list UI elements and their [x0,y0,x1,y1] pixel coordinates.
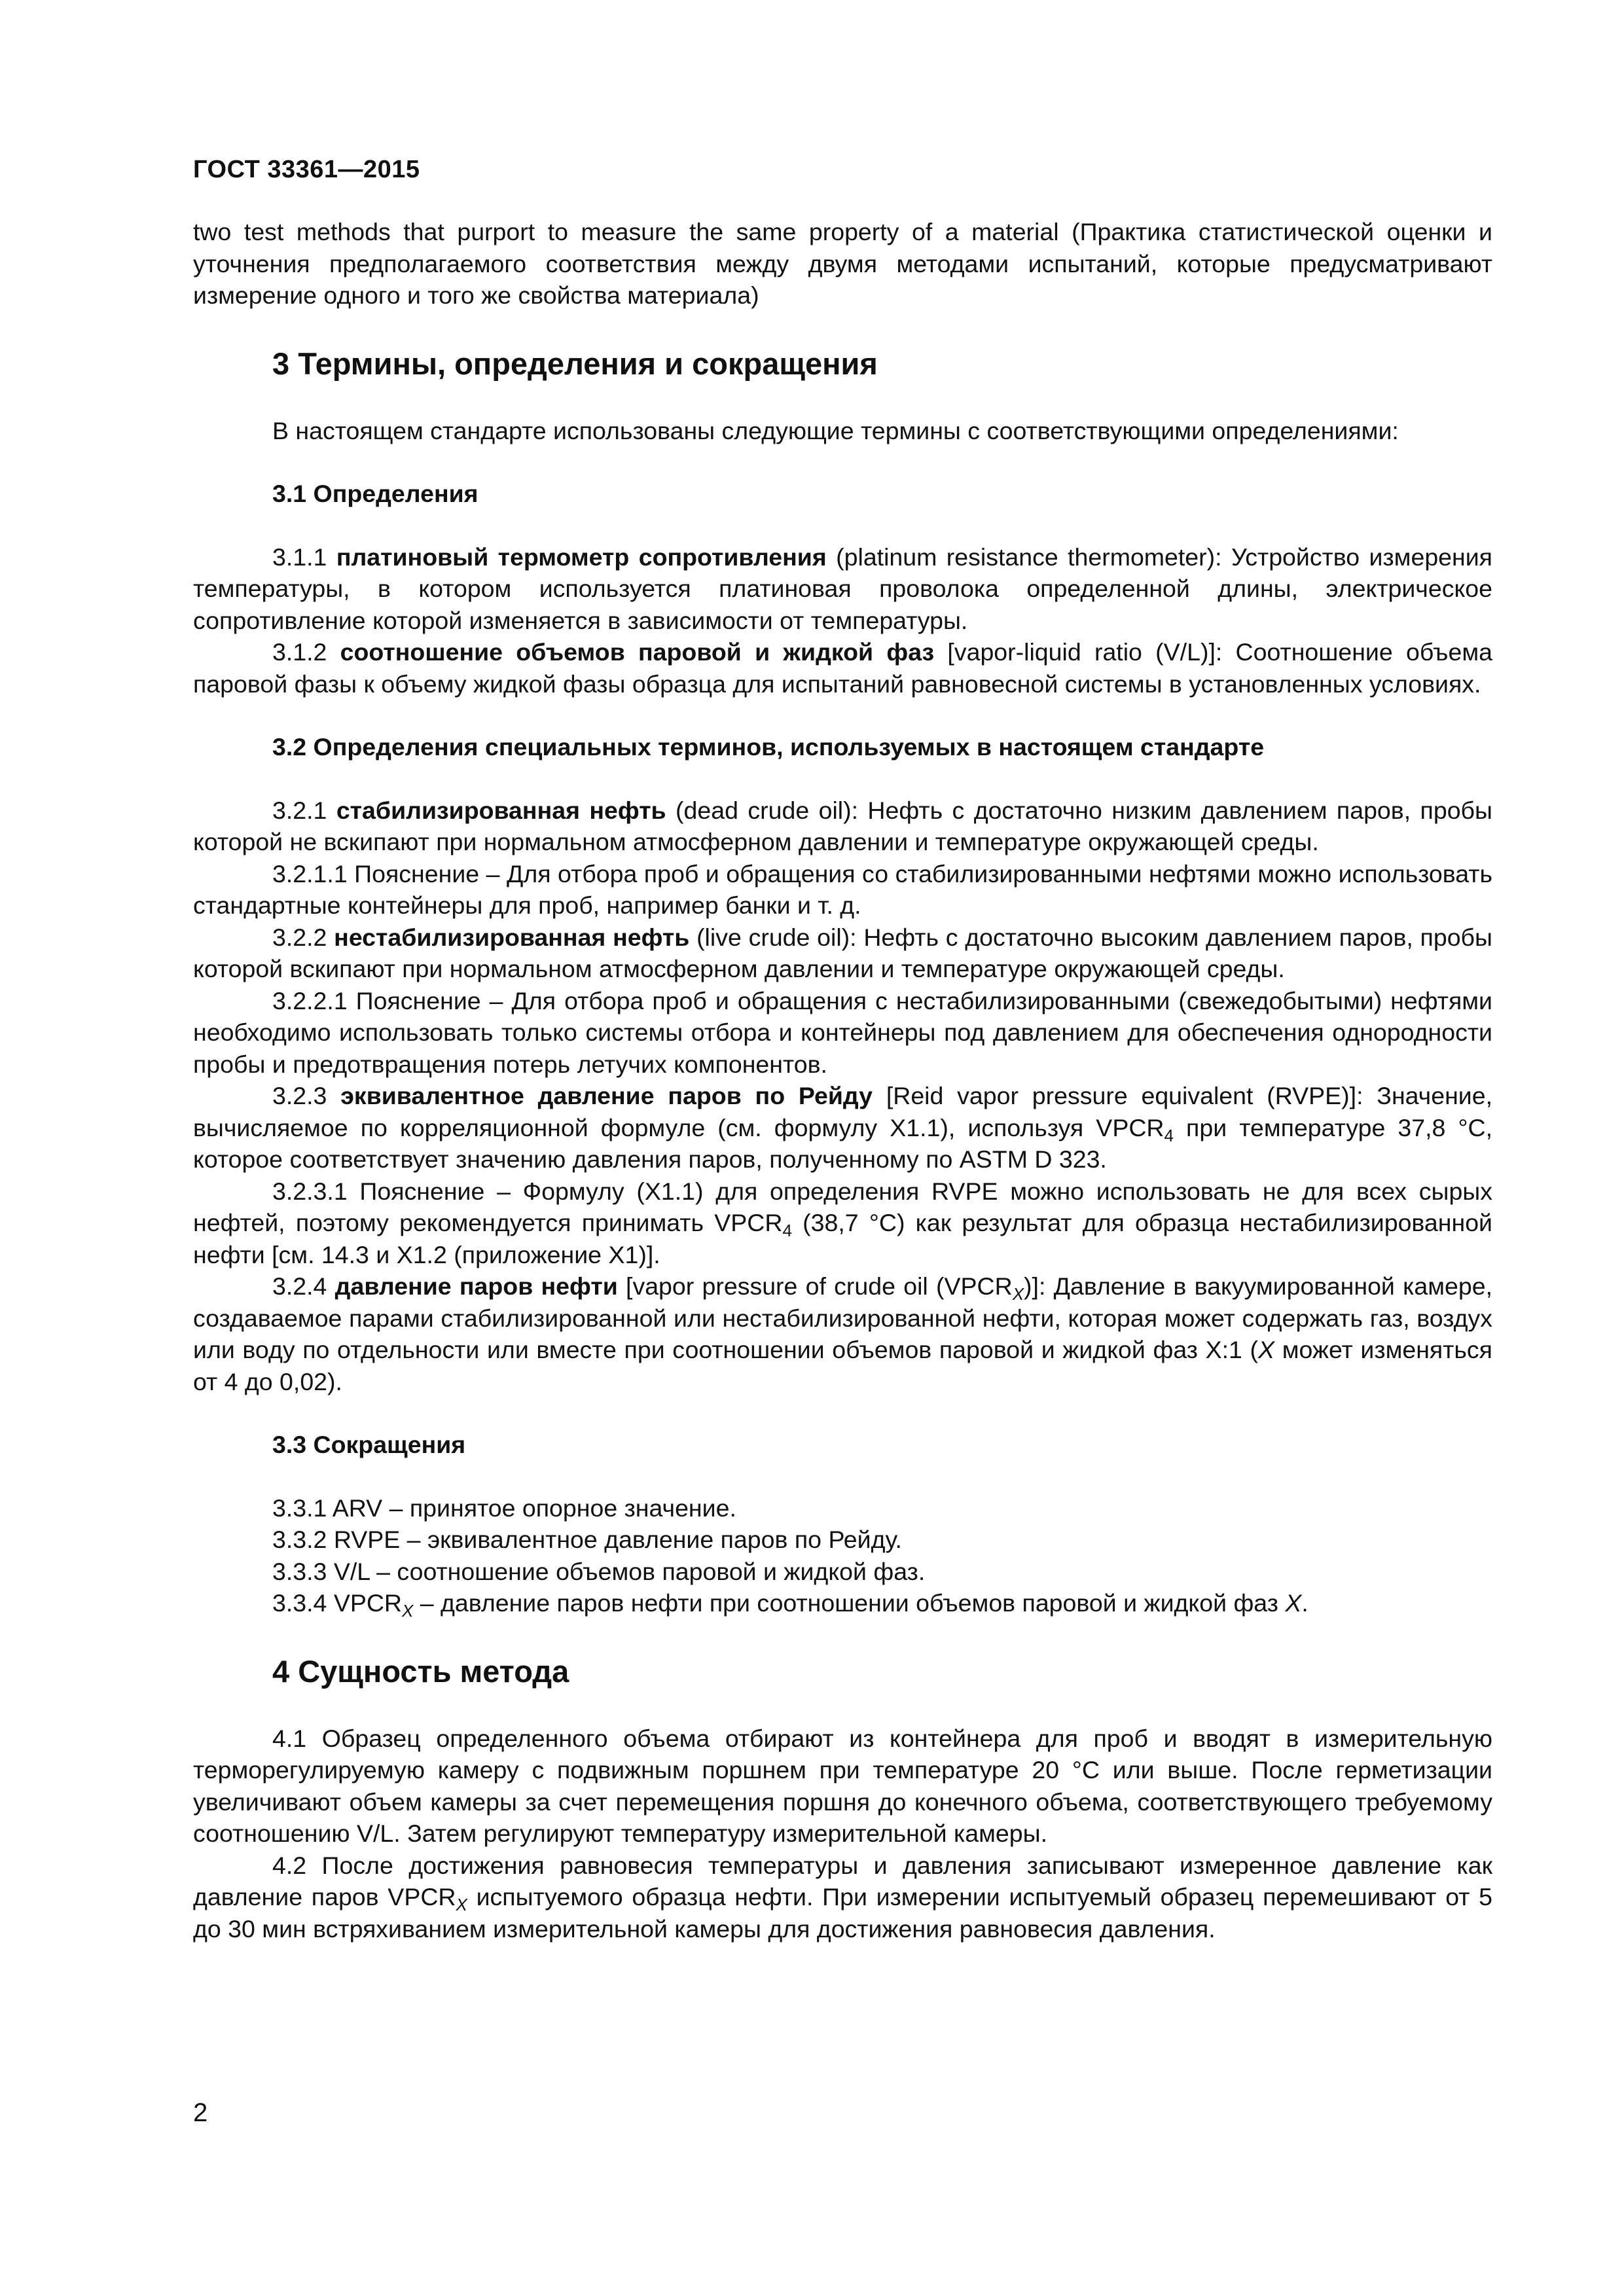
note-3-2-1-1: 3.2.1.1 Пояснение – Для отбора проб и обращения со стабилизированными нефтями можно использовать стандартные контейнеры для проб, например банки и т. д. [193,859,1492,919]
term-3-1-2-name: соотношение объемов паровой и жидкой фаз [340,638,935,666]
section-3-intro: В настоящем стандарте использованы следующие термины с соответствующими определениями: [272,416,1399,444]
page-number: 2 [193,2098,208,2127]
subsection-3-3-title: 3.3 Сокращения [272,1431,466,1458]
term-3-2-1: 3.2.1 стабилизированная нефть (dead crude oil): Нефть с достаточно низким давлением паров, пробы которой не вскипают при нормальном атмосферном давлении и температуре окружающей среды. [193,796,1492,855]
term-3-2-1-name: стабилизированная нефть [336,796,666,824]
note-3-2-3-1: 3.2.3.1 Пояснение – Формулу (X1.1) для определения RVPE можно использовать не для всех сырых нефтей, поэтому рекомендуется принимать $VPCR_4$ (38,7 °С) как результат для образца нестабилизированной нефти [см. 14.3 и X1.2 (приложение X1)]. [193,1177,1493,1268]
abbrev-3-3-4: 3.3.4 $VPCR_X$ – давление паров нефти при соотношении объемов паровой и жидкой фаз X. [272,1589,1308,1621]
document-body [193,216,1492,1945]
section-4-title: 4 Сущность метода [272,1653,569,1689]
term-3-2-2: 3.2.2 нестабилизированная нефть (live crude oil): Нефть с достаточно высоким давлением паров, пробы которой вскипают при нормальном атмосферном давлении и температуре окружающей среды. [193,923,1492,982]
term-3-2-2-name: нестабилизированная нефть [334,923,690,951]
abbrev-3-3-2: 3.3.2 RVPE – эквивалентное давление паров по Рейду. [272,1526,902,1553]
term-3-2-3-name: эквивалентное давление паров по Рейду [340,1082,873,1109]
section-3-title: 3 Термины, определения и сокращения [272,346,878,381]
paragraph-4-1: 4.1 Образец определенного объема отбирают из контейнера для проб и вводят в измерительную терморегулируемую камеру с подвижным поршнем при температуре 20 °С или выше. После герметизации увеличивают объем камеры за счет перемещения поршня до конечного объема, соответствующего требуемому соотношению V/L. Затем регулируют температуру измерительной камеры. [193,1724,1492,1847]
paragraph-4-2: 4.2 После достижения равновесия температуры и давления записывают измеренное давление как давление паров $VPCR_X$ испытуемого образца нефти. При измерении испытуемый образец перемешивают от 5 до 30 мин встряхиванием измерительной камеры для достижения равновесия давления. [193,1851,1492,1943]
note-3-2-2-1: 3.2.2.1 Пояснение – Для отбора проб и обращения с нестабилизированными (свежедобытыми) нефтями необходимо использовать только системы отбора и контейнеры под давлением для обеспечения однородности пробы и предотвращения потерь летучих компонентов. [193,986,1492,1078]
document-header: ГОСТ 33361—2015 [193,156,420,183]
subsection-3-2-title: 3.2 Определения специальных терминов, используемых в настоящем стандарте [272,733,1265,761]
subsection-3-1-title: 3.1 Определения [272,480,478,507]
term-3-1-1-name: платиновый термометр сопротивления [336,543,827,571]
term-3-1-1: 3.1.1 платиновый термометр сопротивления (platinum resistance thermometer): Устройство измерения температуры, в котором используется платиновая проволока определенной длины, электрическое сопротивление которой изменяется в зависимости от температуры. [193,543,1492,634]
abbrev-3-3-3: 3.3.3 V/L – соотношение объемов паровой и жидкой фаз. [272,1557,926,1585]
intro-paragraph: two test methods that purport to measure the same property of a material (Практика статистической оценки и уточнения предполагаемого соответствия между двумя методами испытаний, которые предусматривают измерение одного и того же свойства материала) [193,218,1492,309]
term-3-2-4-name: давление паров нефти [334,1272,618,1300]
abbrev-3-3-1: 3.3.1 ARV – принятое опорное значение. [272,1494,736,1522]
term-3-2-4: 3.2.4 давление паров нефти [vapor pressure of crude oil $(VPCR_X)$]: Давление в вакуумированной камере, создаваемое парами стабилизированной или нестабилизированной нефти, которая может содержать газ, воздух или воду по отдельности или вместе при соотношении объемов паровой и жидкой фаз X:1 (X может изменяться от 4 до 0,02). [193,1272,1492,1395]
term-3-1-2: 3.1.2 соотношение объемов паровой и жидкой фаз [vapor-liquid ratio (V/L)]: Соотношение объема паровой фазы к объему жидкой фазы образца для испытаний равновесной системы в установленных условиях. [193,638,1492,698]
term-3-2-3: 3.2.3 эквивалентное давление паров по Рейду [Reid vapor pressure equivalent (RVPE)]: Значение, вычисляемое по корреляционной формуле (см. формулу X1.1), используя $VPCR_4$ при температуре 37,8 °С, которое соответствует значению давления паров, полученному по ASTM D 323. [193,1082,1493,1173]
